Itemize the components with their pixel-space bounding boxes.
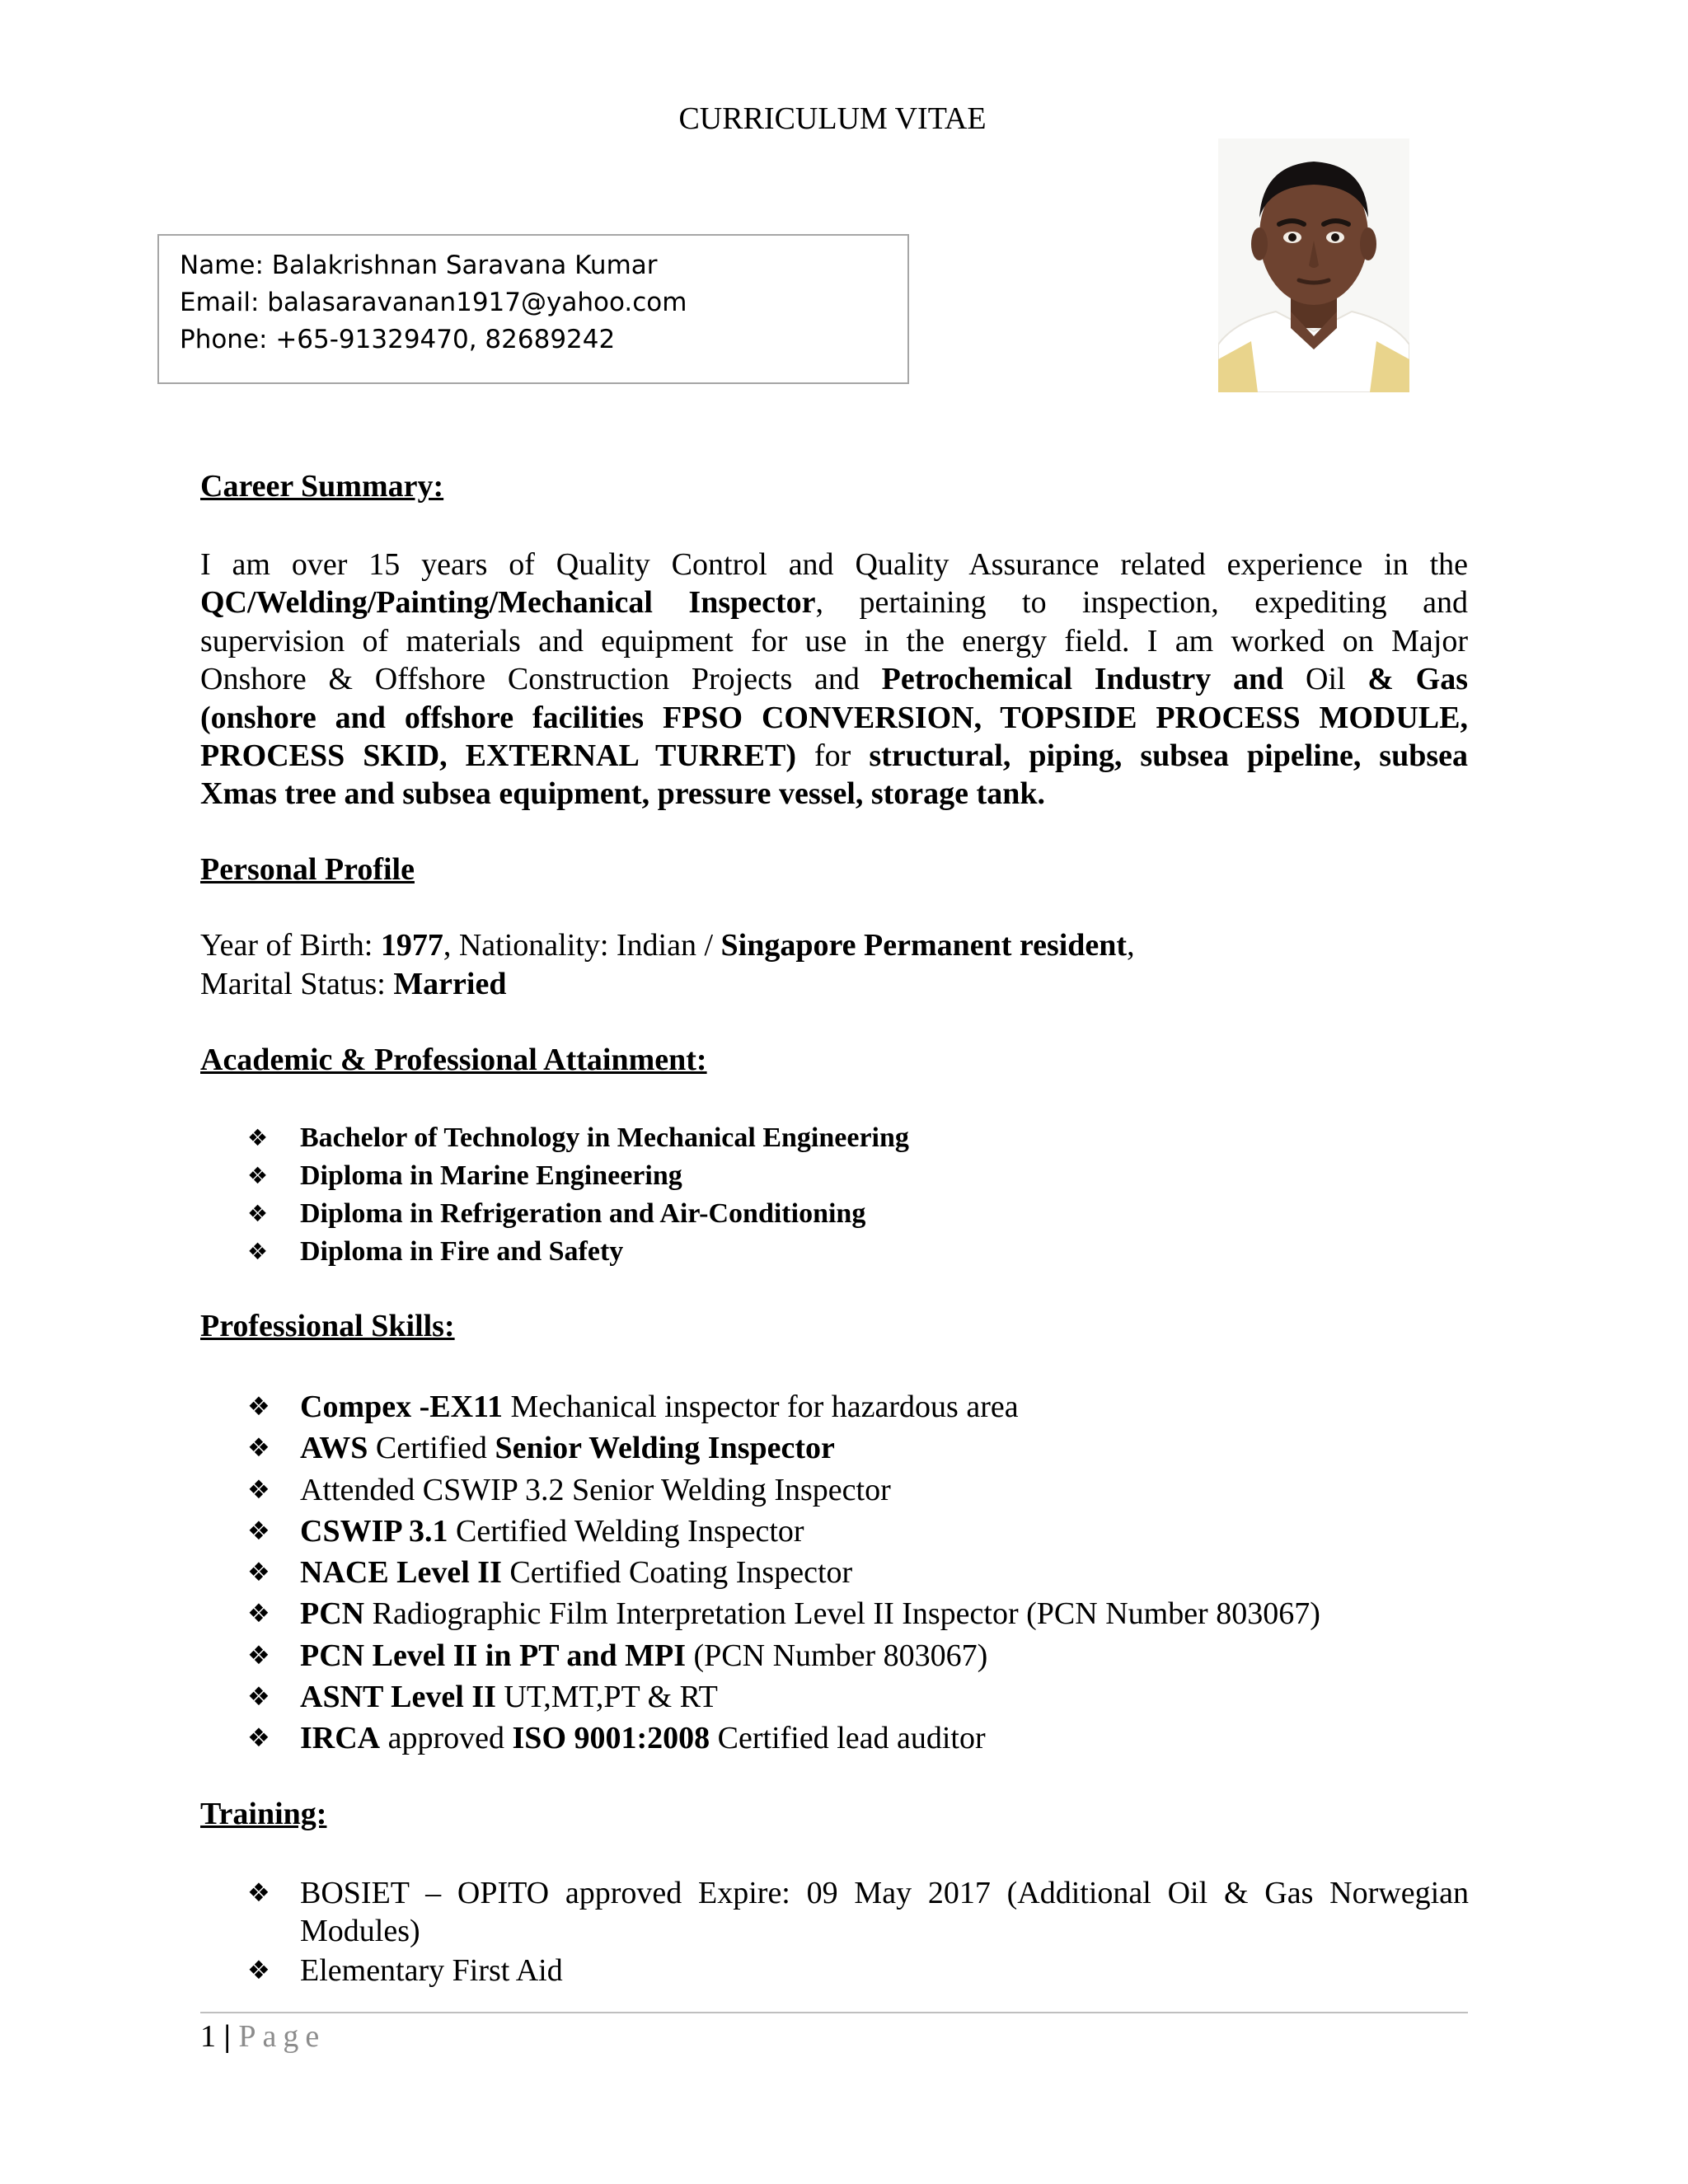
nationality-value: Singapore Permanent resident — [720, 928, 1128, 963]
career-summary-paragraph — [200, 546, 1468, 813]
footer-divider — [200, 2012, 1468, 2013]
list-item — [247, 1386, 1475, 1427]
skill-text: approved — [380, 1721, 513, 1756]
document-title: CURRICULUM VITAE — [678, 101, 987, 136]
summary-bold: Petrochemical Industry and — [881, 662, 1306, 697]
skill-bold: ASNT Level II — [300, 1680, 496, 1715]
summary-line: I am over 15 years of Quality Control and Quality Assurance related experience in the — [200, 547, 1468, 582]
summary-text: , pertaining to inspection, expediting and — [815, 585, 1468, 621]
bullet-icon: ❖ — [247, 1392, 270, 1422]
skill-bold: CSWIP 3.1 — [300, 1513, 448, 1549]
skill-bold: IRCA — [300, 1721, 381, 1756]
academic-heading: Academic & Professional Attainment: — [200, 1043, 707, 1077]
academic-item-text: Bachelor of Technology in Mechanical Engineering — [300, 1122, 909, 1153]
personal-profile-heading: Personal Profile — [200, 852, 415, 887]
page-footer — [200, 2018, 326, 2055]
training-item-text: Modules) — [300, 1914, 420, 1948]
list-item — [247, 1950, 1469, 1991]
contact-email: Email: balasaravanan1917@yahoo.com — [180, 288, 687, 317]
bullet-icon: ❖ — [247, 1682, 270, 1713]
skill-text: (PCN Number 803067) — [686, 1638, 988, 1673]
summary-bold: structural, piping, subsea pipeline, subsea — [869, 738, 1469, 773]
summary-text: Oil — [1306, 662, 1368, 697]
academic-item-text: Diploma in Marine Engineering — [300, 1160, 682, 1191]
profile-photo — [1218, 138, 1409, 392]
list-item — [247, 1635, 1475, 1676]
list-item — [247, 1593, 1475, 1634]
bullet-icon: ❖ — [247, 1200, 269, 1227]
marital-value: Married — [393, 967, 507, 1001]
birth-label: Year of Birth: — [200, 928, 381, 963]
bullet-icon: ❖ — [247, 1558, 270, 1588]
skill-bold: AWS — [300, 1431, 368, 1466]
page-number: 1 — [200, 2019, 216, 2054]
contact-box — [157, 234, 909, 384]
contact-name: Name: Balakrishnan Saravana Kumar — [180, 251, 658, 280]
list-item — [247, 1233, 1475, 1271]
bullet-icon: ❖ — [247, 1640, 270, 1671]
bullet-icon: ❖ — [247, 1956, 270, 1985]
summary-line — [200, 737, 1468, 775]
skill-bold: ISO 9001:2008 — [512, 1721, 710, 1756]
skill-bold: NACE Level II — [300, 1555, 502, 1591]
list-item — [247, 1511, 1475, 1552]
list-item — [247, 1874, 1469, 1950]
list-item — [247, 1195, 1475, 1233]
skills-heading: Professional Skills: — [200, 1309, 455, 1343]
summary-line: (onshore and offshore facilities FPSO CONVERSION, TOPSIDE PROCESS MODULE, — [200, 700, 1468, 735]
academic-list — [247, 1119, 1475, 1271]
footer-separator: | — [223, 2019, 231, 2054]
summary-text: for — [814, 738, 870, 773]
birth-value: 1977 — [380, 928, 443, 963]
list-item — [247, 1552, 1475, 1593]
skill-bold: PCN — [300, 1596, 365, 1632]
career-summary-heading: Career Summary: — [200, 469, 444, 504]
bullet-icon: ❖ — [247, 1238, 269, 1265]
skill-text: UT,MT,PT & RT — [495, 1680, 718, 1715]
list-item — [247, 1427, 1475, 1469]
list-item — [247, 1718, 1475, 1759]
trailing-comma: , — [1127, 928, 1135, 963]
bullet-icon: ❖ — [247, 1723, 270, 1754]
bullet-icon: ❖ — [247, 1516, 270, 1546]
skill-text: Radiographic Film Interpretation Level II Inspector (PCN Number 803067) — [364, 1596, 1320, 1632]
page-label: Page — [238, 2019, 326, 2054]
summary-line: Xmas tree and subsea equipment, pressure vessel, storage tank. — [200, 776, 1045, 812]
bullet-icon: ❖ — [247, 1878, 270, 1908]
training-item-text: BOSIET – OPITO approved Expire: 09 May 2017 (Additional Oil & Gas Norwegian — [300, 1876, 1469, 1910]
training-heading: Training: — [200, 1797, 327, 1831]
bullet-icon: ❖ — [247, 1474, 270, 1505]
marital-label: Marital Status: — [200, 967, 394, 1001]
bullet-icon: ❖ — [247, 1433, 270, 1464]
summary-text: Onshore & Offshore Construction Projects and — [200, 662, 882, 697]
summary-line — [200, 583, 1468, 621]
marital-status-line — [200, 965, 506, 1003]
bullet-icon: ❖ — [247, 1599, 270, 1629]
academic-item-text: Diploma in Fire and Safety — [300, 1236, 624, 1267]
profile-photo-illustration — [1218, 138, 1409, 392]
skill-text: Certified — [368, 1431, 495, 1466]
bullet-icon: ❖ — [247, 1124, 269, 1151]
bullet-icon: ❖ — [247, 1162, 269, 1189]
summary-line: supervision of materials and equipment for use in the energy field. I am worked on Major — [200, 623, 1468, 658]
skill-text: Attended CSWIP 3.2 Senior Welding Inspector — [300, 1472, 891, 1507]
academic-item-text: Diploma in Refrigeration and Air-Conditioning — [300, 1198, 866, 1229]
list-item — [247, 1469, 1475, 1511]
list-item — [247, 1119, 1475, 1157]
skill-bold: PCN Level II in PT and MPI — [300, 1638, 687, 1673]
summary-bold: & Gas — [1367, 662, 1469, 697]
list-item — [247, 1676, 1475, 1718]
skill-text: Certified lead auditor — [710, 1721, 986, 1756]
skill-text: Certified Welding Inspector — [448, 1513, 804, 1549]
nationality-label: , Nationality: Indian / — [443, 928, 721, 963]
training-item-text: Elementary First Aid — [300, 1953, 563, 1988]
summary-bold: PROCESS SKID, EXTERNAL TURRET) — [200, 738, 815, 773]
contact-phone: Phone: +65-91329470, 82689242 — [180, 325, 616, 354]
skill-bold: Compex -EX11 — [300, 1390, 503, 1424]
training-list — [247, 1874, 1469, 1991]
summary-bold: QC/Welding/Painting/Mechanical Inspector — [200, 585, 816, 621]
birth-nationality-line — [200, 926, 1135, 964]
skill-text: Mechanical inspector for hazardous area — [502, 1390, 1019, 1424]
skill-bold: Senior Welding Inspector — [495, 1431, 835, 1466]
summary-line — [200, 660, 1468, 698]
list-item — [247, 1157, 1475, 1195]
skills-list — [247, 1386, 1475, 1760]
skill-text: Certified Coating Inspector — [501, 1555, 853, 1591]
